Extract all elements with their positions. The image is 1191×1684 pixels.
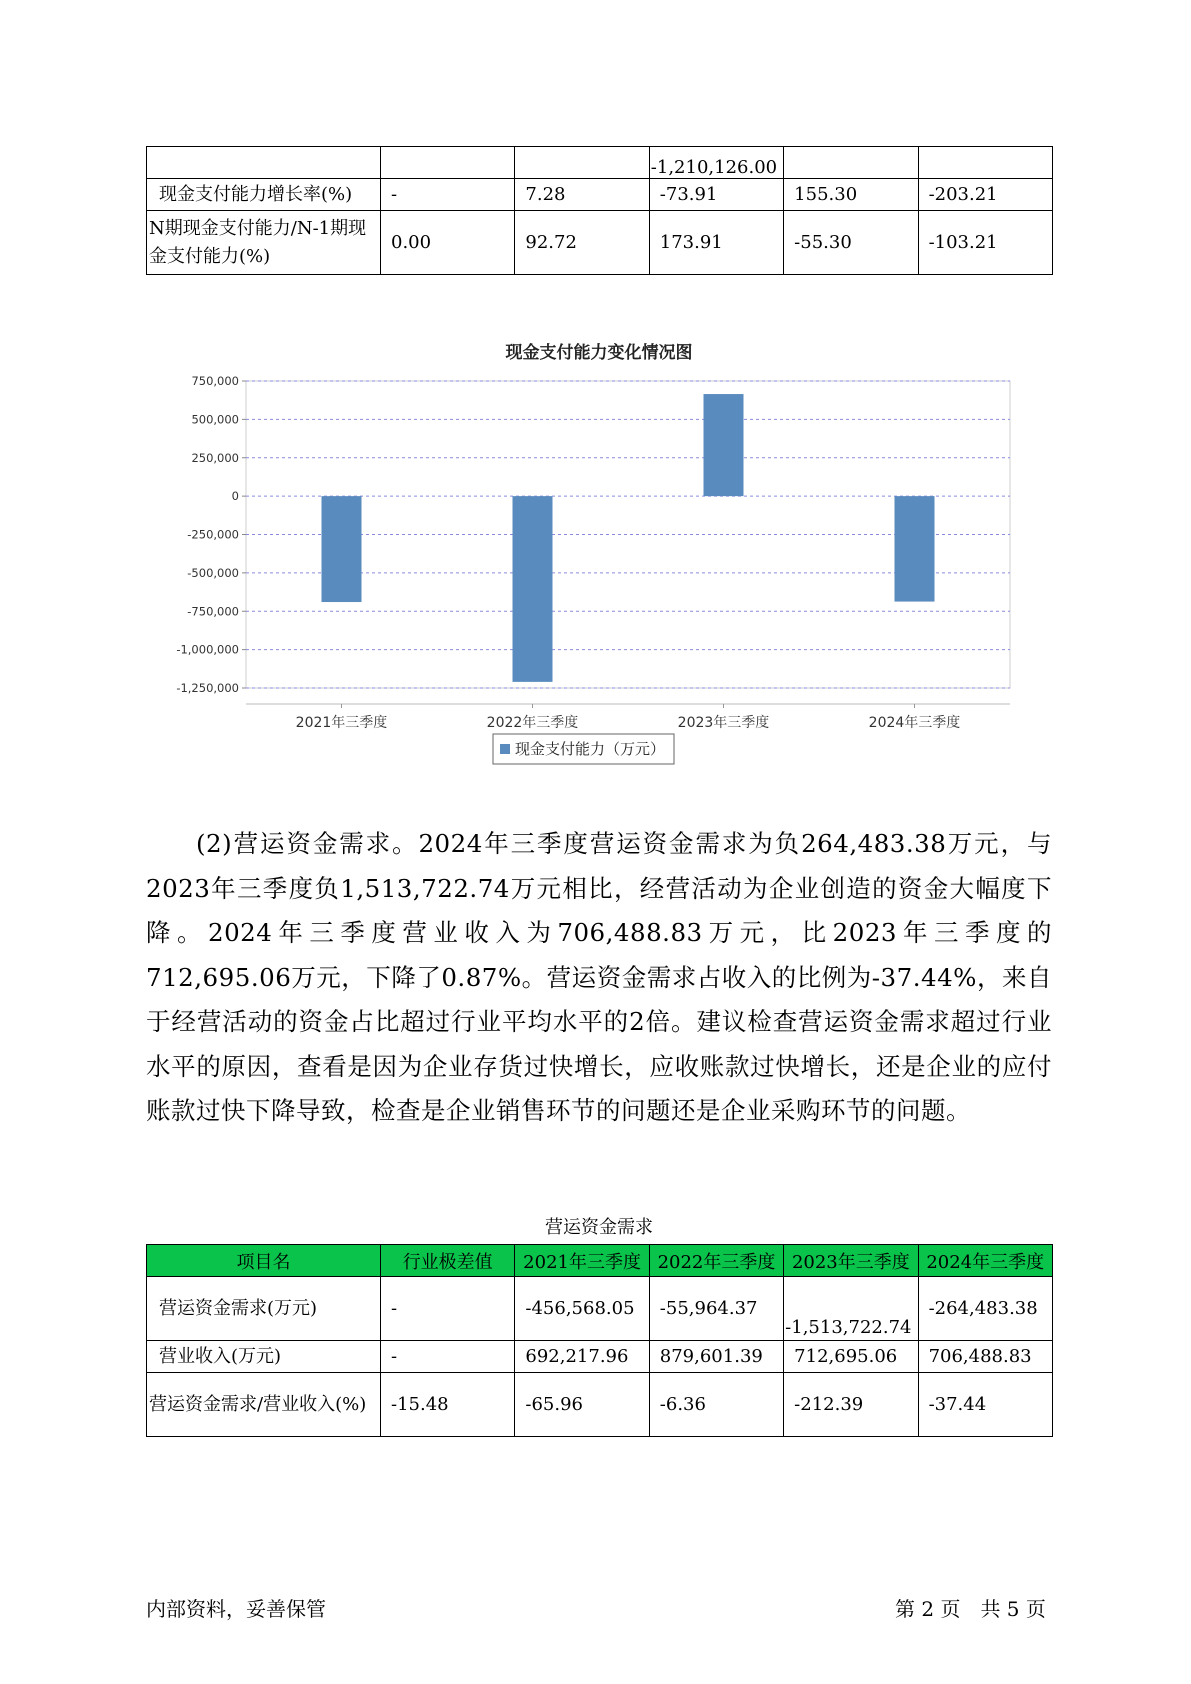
table-caption: 营运资金需求	[545, 1217, 653, 1238]
table-cell: -	[381, 1277, 515, 1341]
y-tick-label: 250,000	[191, 450, 239, 465]
table-cell	[784, 147, 918, 179]
table-cell: -1,210,126.00	[649, 147, 783, 179]
table-cell	[381, 147, 515, 179]
column-header: 2021年三季度	[515, 1245, 649, 1277]
table-cell: 712,695.06	[784, 1341, 918, 1373]
table-cell	[147, 147, 381, 179]
table-cell: -1,513,722.74	[784, 1277, 918, 1341]
y-tick-label: -500,000	[187, 565, 239, 580]
table-cell	[918, 147, 1052, 179]
y-tick-label: 750,000	[191, 374, 239, 388]
table-cell: -73.91	[649, 179, 783, 211]
working-capital-table	[146, 1244, 1053, 1437]
column-header: 2024年三季度	[918, 1245, 1052, 1277]
table-row	[147, 1341, 1053, 1373]
table-cell: -103.21	[918, 211, 1052, 275]
y-tick-label: -750,000	[187, 604, 239, 619]
bar	[704, 394, 744, 496]
table-cell: 692,217.96	[515, 1341, 649, 1373]
table-cell: 7.28	[515, 179, 649, 211]
bar	[895, 496, 935, 601]
table-cell: -	[381, 1341, 515, 1373]
x-tick-label: 2021年三季度	[295, 715, 388, 731]
table-cell: -	[381, 179, 515, 211]
x-tick-label: 2024年三季度	[868, 715, 961, 731]
table-header-row	[147, 1245, 1053, 1277]
table-cell: -264,483.38	[918, 1277, 1052, 1341]
table-row	[147, 179, 1053, 211]
table-cell: 92.72	[515, 211, 649, 275]
y-tick-label: -1,250,000	[176, 681, 239, 695]
footer-confidential-note: 内部资料，妥善保管	[146, 1597, 326, 1621]
table-cell: -212.39	[784, 1373, 918, 1437]
table-cell: -65.96	[515, 1373, 649, 1437]
working-capital-paragraph	[146, 822, 1052, 1134]
table-cell: N期现金支付能力/N-1期现金支付能力(%)	[147, 211, 381, 275]
table-cell: -55,964.37	[649, 1277, 783, 1341]
table-cell: 0.00	[381, 211, 515, 275]
column-header: 2023年三季度	[784, 1245, 918, 1277]
table-row	[147, 1373, 1053, 1437]
table-cell: -456,568.05	[515, 1277, 649, 1341]
chart-title: 现金支付能力变化情况图	[505, 343, 693, 363]
chart-svg	[146, 330, 1052, 785]
column-header: 项目名	[147, 1245, 381, 1277]
cash-payment-table	[146, 146, 1053, 275]
table-cell: 173.91	[649, 211, 783, 275]
legend-label: 现金支付能力（万元）	[515, 740, 666, 758]
paragraph-text: (2)营运资金需求。2024年三季度营运资金需求为负264,483.38万元，与2023年三季度负1,513,722.74万元相比，经营活动为企业创造的资金大幅度下降。2024年三季度营业收入为706,488.83万元，比2023年三季度的712,695.06万元，下降了0.87%。营运资金需求占收入的比例为-37.44%，来自于经营活动的资金占比超过行业平均水平的2倍。建议检查营运资金需求超过行业水平的原因，查看是因为企业存货过快增长，应收账款过快增长，还是企业的应付账款过快下降导致，检查是企业销售环节的问题还是企业采购环节的问题。	[146, 829, 1052, 1125]
bar	[322, 496, 362, 602]
table-cell: 营运资金需求/营业收入(%)	[147, 1373, 381, 1437]
table-row	[147, 1277, 1053, 1341]
table-cell: 现金支付能力增长率(%)	[147, 179, 381, 211]
x-tick-label: 2022年三季度	[486, 715, 579, 731]
legend-swatch	[500, 744, 510, 754]
y-tick-label: -1,000,000	[176, 642, 239, 657]
footer-page-number: 第 2 页 共 5 页	[895, 1597, 1046, 1621]
table-cell: 155.30	[784, 179, 918, 211]
table-cell: -37.44	[918, 1373, 1052, 1437]
table-cell: 706,488.83	[918, 1341, 1052, 1373]
table-cell: -15.48	[381, 1373, 515, 1437]
table-row	[147, 211, 1053, 275]
y-tick-label: 500,000	[191, 412, 239, 427]
table-cell: 营业收入(万元)	[147, 1341, 381, 1373]
y-tick-label: 0	[231, 489, 239, 504]
table-row	[147, 147, 1053, 179]
table-cell: -203.21	[918, 179, 1052, 211]
column-header: 2022年三季度	[649, 1245, 783, 1277]
y-tick-label: -250,000	[187, 527, 239, 542]
column-header: 行业极差值	[381, 1245, 515, 1277]
x-tick-label: 2023年三季度	[677, 715, 770, 731]
table-cell: 营运资金需求(万元)	[147, 1277, 381, 1341]
bar	[513, 496, 553, 682]
table-cell: 879,601.39	[649, 1341, 783, 1373]
table-cell: -55.30	[784, 211, 918, 275]
table-cell	[515, 147, 649, 179]
table-cell: -6.36	[649, 1373, 783, 1437]
cash-payment-chart	[146, 330, 1052, 785]
